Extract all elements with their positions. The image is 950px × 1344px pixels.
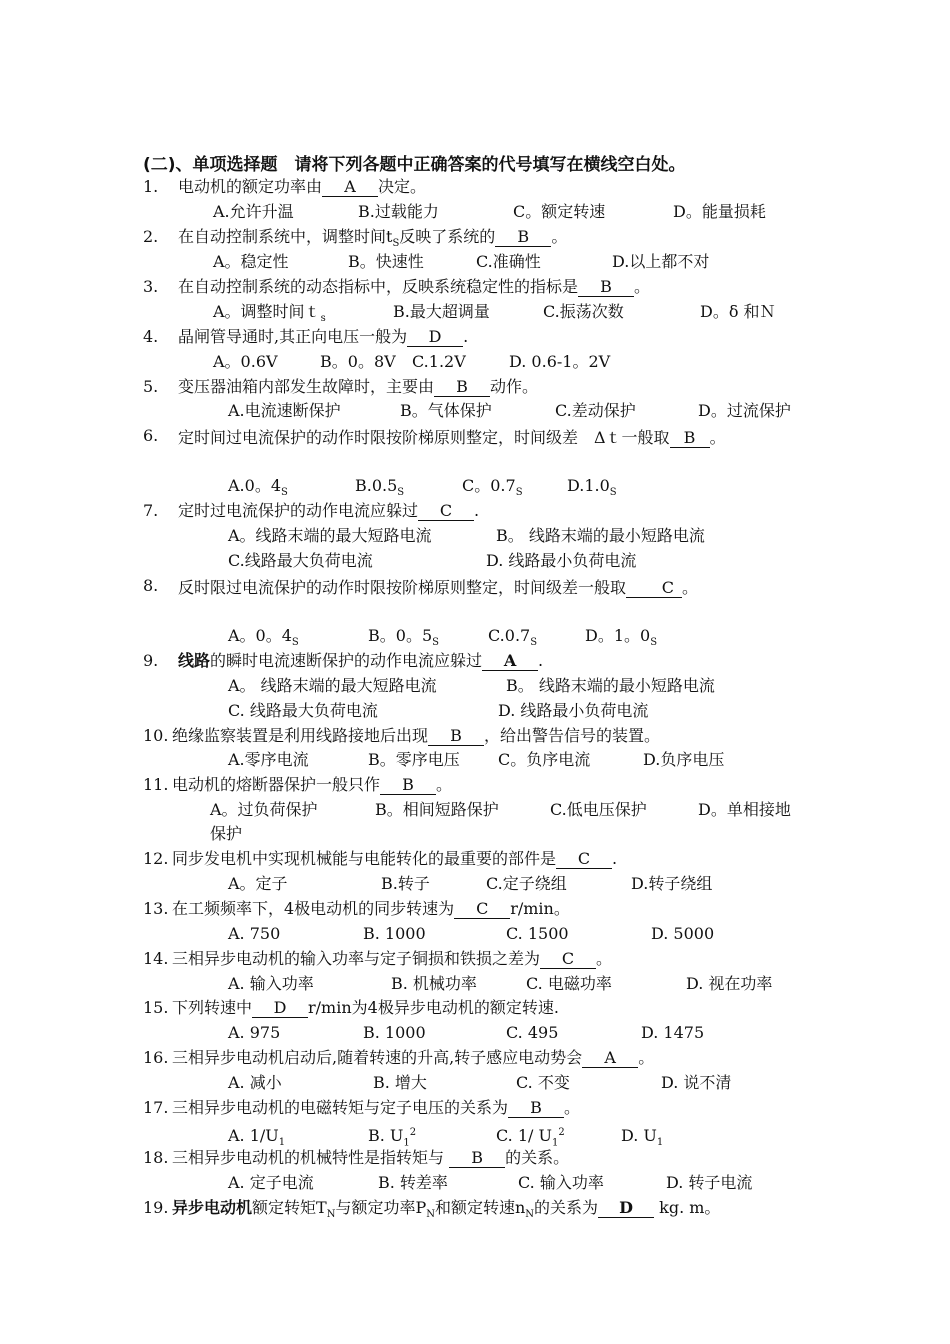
- options-row: [228, 525, 705, 547]
- question-text: 与额定功率P: [335, 1198, 427, 1217]
- question-text: 的关系为: [534, 1198, 599, 1217]
- option-d: D.以上都不对: [612, 252, 710, 271]
- options-row: [228, 1022, 704, 1044]
- question-text: 三相异步电动机启动后,随着转速的升高,转子感应电动势会: [172, 1048, 583, 1067]
- answer-blank: C: [418, 502, 474, 521]
- question-text: 下列转速中: [172, 998, 253, 1017]
- question-text-tail: 。: [638, 1048, 655, 1067]
- answer-blank: A: [582, 1049, 638, 1068]
- option-d: D. 0.6-1。2V: [509, 352, 611, 371]
- question-number: 19.: [143, 1198, 169, 1217]
- option-c: C。额定转速: [513, 202, 606, 221]
- question-text-tail: r/min。: [510, 899, 570, 918]
- option-b: B。相间短路保护: [375, 800, 499, 819]
- option-a: A。过负荷保护: [210, 800, 318, 819]
- subscript: S: [281, 487, 288, 499]
- question-text: 在工频频率下，4极电动机的同步转速为: [172, 899, 455, 918]
- option-d: D. 视在功率: [686, 974, 773, 993]
- option-b: B. 1000: [363, 924, 426, 943]
- options-row: [228, 675, 715, 697]
- option-c: C. 1/ U: [496, 1126, 552, 1146]
- option-a: A. 750: [228, 924, 281, 943]
- question-text: 三相异步电动机的机械特性是指转矩与: [172, 1148, 450, 1167]
- question-number: 15.: [143, 998, 169, 1017]
- option-a: A。线路末端的最大短路电流: [228, 526, 432, 545]
- option-b: B。0。8V: [320, 352, 396, 371]
- subscript: S: [650, 637, 658, 649]
- option-b: B。气体保护: [400, 401, 492, 420]
- option-c: C.线路最大负荷电流: [228, 551, 373, 570]
- option-d: D. 线路最小负荷电流: [486, 551, 637, 570]
- question-number: 7.: [143, 501, 159, 520]
- question-text-mid: 反映了系统的: [399, 227, 496, 246]
- options-row: [213, 351, 610, 373]
- question-text: 晶闸管导通时,其正向电压一般为: [178, 327, 408, 346]
- question-number: 17.: [143, 1098, 169, 1117]
- subscript: 1: [278, 1137, 286, 1149]
- question-text: 定时过电流保护的动作电流应躲过: [178, 501, 419, 520]
- subscript: S: [397, 487, 405, 499]
- question-number: 1.: [143, 177, 159, 196]
- answer-blank: C: [626, 579, 682, 598]
- option-b: B.最大超调量: [393, 302, 490, 321]
- subscript: S: [530, 637, 538, 649]
- answer-blank: B: [508, 1099, 564, 1118]
- question-text-tail: 。: [634, 277, 651, 296]
- answer-blank: B: [380, 776, 436, 795]
- option-c: C. 不变: [516, 1073, 570, 1092]
- question-text-tail: kg. m。: [654, 1198, 721, 1217]
- question-number: 11.: [143, 775, 169, 794]
- option-c: C.1.2V: [412, 352, 466, 371]
- option-d: D. 线路最小负荷电流: [498, 701, 649, 720]
- question-text-tail: .: [474, 501, 480, 520]
- subscript: N: [426, 1209, 435, 1221]
- option-d: D. 说不清: [661, 1073, 732, 1092]
- subscript: N: [326, 1209, 336, 1221]
- answer-blank: B: [670, 429, 710, 448]
- option-d: D。能量损耗: [673, 202, 766, 221]
- option-d: D.转子绕组: [631, 874, 713, 893]
- option-d: D。过流保护: [698, 401, 791, 420]
- subscript: 1: [551, 1137, 559, 1149]
- question-text-tail: r/min为4极异步电动机的额定转速.: [308, 998, 559, 1017]
- option-d: D. 5000: [651, 924, 715, 943]
- options-row: [228, 873, 712, 895]
- options-row: [213, 201, 766, 223]
- option-b: B。快速性: [348, 252, 424, 271]
- question-number: 12.: [143, 849, 169, 868]
- question-text: 和额定转速n: [434, 1198, 526, 1217]
- option-c: C.0.7: [488, 626, 531, 645]
- answer-blank: A: [482, 652, 538, 671]
- question-number: 2.: [143, 227, 159, 246]
- question-text-tail: 。: [436, 775, 453, 794]
- answer-blank: D: [598, 1199, 654, 1218]
- subscript: S: [609, 487, 617, 499]
- answer-blank: A: [322, 178, 378, 197]
- question-text: 的瞬时电流速断保护的动作电流应躲过: [210, 651, 483, 670]
- option-c: C. 线路最大负荷电流: [228, 701, 378, 720]
- answer-blank: C: [540, 950, 596, 969]
- options-row: [228, 973, 772, 995]
- option-a: A. 1/U: [228, 1126, 279, 1146]
- question-number: 8.: [143, 576, 159, 595]
- options-row: [228, 700, 648, 722]
- question-text-tail: 的关系。: [505, 1148, 570, 1167]
- options-row: [228, 749, 724, 771]
- bold-term: 线路: [178, 651, 211, 670]
- question-text: 三相异步电动机的电磁转矩与定子电压的关系为: [172, 1098, 509, 1117]
- answer-blank: C: [454, 900, 510, 919]
- option-d: D.1.0: [567, 476, 610, 495]
- subscript: S: [515, 487, 523, 499]
- option-d: D. U: [621, 1126, 657, 1146]
- question-number: 3.: [143, 277, 159, 296]
- option-c: C.定子绕组: [486, 874, 567, 893]
- question-number: 4.: [143, 327, 159, 346]
- option-continuation: 保护: [210, 824, 243, 843]
- question-text-tail: .: [538, 651, 544, 670]
- option-a: A.电流速断保护: [228, 401, 341, 420]
- question-text: 电动机的熔断器保护一般只作: [172, 775, 381, 794]
- subscript: S: [392, 238, 400, 250]
- option-a: A。0.6V: [213, 352, 278, 371]
- question-text-tail: 。: [596, 949, 613, 968]
- question-text: 额定转矩T: [252, 1198, 327, 1217]
- question-text-tail: 。: [709, 428, 726, 447]
- option-a: A. 定子电流: [228, 1173, 314, 1192]
- option-c: C.低电压保护: [550, 800, 647, 819]
- superscript: 2: [558, 1127, 565, 1138]
- answer-blank: B: [434, 378, 490, 397]
- question-text: 变压器油箱内部发生故障时，主要由: [178, 377, 435, 396]
- option-a: A. 减小: [228, 1073, 282, 1092]
- option-b: B. 增大: [373, 1073, 427, 1092]
- subscript: 1: [403, 1137, 410, 1149]
- subscript: 1: [656, 1137, 664, 1149]
- options-row: [228, 923, 714, 945]
- option-c: C. 输入功率: [518, 1173, 604, 1192]
- bold-term: 异步电动机: [172, 1198, 253, 1217]
- option-a: A。定子: [228, 874, 288, 893]
- answer-blank: C: [556, 850, 612, 869]
- question-text-tail: 。: [564, 1098, 581, 1117]
- question-number: 5.: [143, 377, 159, 396]
- options-row: [228, 550, 636, 572]
- option-a: A.零序电流: [228, 750, 309, 769]
- option-c: C.差动保护: [555, 401, 636, 420]
- option-a: A。 线路末端的最大短路电流: [228, 676, 437, 695]
- option-b: B. 转差率: [378, 1173, 448, 1192]
- answer-blank: D: [407, 328, 463, 347]
- question-number: 6.: [143, 426, 159, 445]
- option-a: A.0。4: [228, 476, 282, 495]
- options-row: [213, 251, 709, 273]
- option-a: A.允许升温: [213, 202, 294, 221]
- question-number: 18.: [143, 1148, 169, 1167]
- question-text: 定时间过电流保护的动作时限按阶梯原则整定，时间级差 Δｔ一般取: [178, 428, 670, 447]
- question-text-tail: ，给出警告信号的装置。: [484, 726, 661, 745]
- question-text: 在自动控制系统的动态指标中，反映系统稳定性的指标是: [178, 277, 579, 296]
- option-d: D。δ 和Ｎ: [700, 302, 776, 321]
- question-text: 绝缘监察装置是利用线路接地后出现: [172, 726, 429, 745]
- superscript: 2: [409, 1127, 417, 1138]
- options-row: [210, 799, 791, 821]
- option-a: A。调整时间ｔ: [213, 302, 321, 321]
- question-text: 在自动控制系统中，调整时间t: [178, 227, 393, 246]
- option-d: D。单相接地: [698, 800, 791, 819]
- option-c: C. 电磁功率: [526, 974, 612, 993]
- option-d: D。1。0: [585, 626, 651, 645]
- subscript: S: [291, 637, 299, 649]
- answer-blank: B: [495, 228, 551, 247]
- option-d: D. 转子电流: [666, 1173, 753, 1192]
- subscript: S: [432, 637, 439, 649]
- option-c: C。负序电流: [498, 750, 591, 769]
- question-text-tail: 动作。: [490, 377, 539, 396]
- option-c: C。0.7: [462, 476, 516, 495]
- option-b: B。0。5: [368, 626, 433, 645]
- option-a: A. 输入功率: [228, 974, 314, 993]
- option-d: D. 1475: [641, 1023, 705, 1042]
- option-b: B. U: [368, 1126, 404, 1146]
- question-text: 电动机的额定功率由: [178, 177, 323, 196]
- option-b: B.转子: [381, 874, 430, 893]
- question-number: 10.: [143, 726, 169, 745]
- question-number: 16.: [143, 1048, 169, 1067]
- answer-blank: B: [449, 1149, 505, 1168]
- option-a: A. 975: [228, 1023, 281, 1042]
- option-c: C.振荡次数: [543, 302, 624, 321]
- option-b: B. 机械功率: [391, 974, 477, 993]
- question-text-tail: 。: [682, 578, 699, 597]
- question-number: 9.: [143, 651, 159, 670]
- question-number: 13.: [143, 899, 169, 918]
- option-b: B. 1000: [363, 1023, 426, 1042]
- option-a: A。0。4: [228, 626, 292, 645]
- answer-blank: D: [252, 999, 308, 1018]
- answer-blank: B: [428, 727, 484, 746]
- option-a: A。稳定性: [213, 252, 289, 271]
- option-c: C. 1500: [506, 924, 569, 943]
- question-text: 反时限过电流保护的动作时限按阶梯原则整定，时间级差一般取: [178, 578, 627, 597]
- section-heading: (二)、单项选择题 请将下列各题中正确答案的代号填写在横线空白处。: [143, 155, 686, 175]
- option-b: B。 线路末端的最小短路电流: [496, 526, 705, 545]
- subscript: s: [320, 313, 326, 325]
- question-text-tail: .: [463, 327, 469, 346]
- answer-blank: B: [578, 278, 634, 297]
- option-b: B。零序电压: [368, 750, 460, 769]
- option-b: B.0.5: [355, 476, 398, 495]
- subscript: N: [525, 1209, 535, 1221]
- options-row: [228, 1172, 752, 1194]
- option-d: D.负序电压: [643, 750, 725, 769]
- question-text: 同步发电机中实现机械能与电能转化的最重要的部件是: [172, 849, 557, 868]
- options-row: [228, 400, 791, 422]
- question-number: 14.: [143, 949, 169, 968]
- question-text: 三相异步电动机的输入功率与定子铜损和铁损之差为: [172, 949, 541, 968]
- options-row: [228, 1072, 731, 1094]
- option-c: C.准确性: [476, 252, 541, 271]
- option-c: C. 495: [506, 1023, 559, 1042]
- question-text-tail: .: [612, 849, 618, 868]
- question-text-tail: 。: [551, 227, 568, 246]
- option-b: B。 线路末端的最小短路电流: [506, 676, 715, 695]
- question-text-tail: 决定。: [378, 177, 427, 196]
- option-b: B.过载能力: [358, 202, 439, 221]
